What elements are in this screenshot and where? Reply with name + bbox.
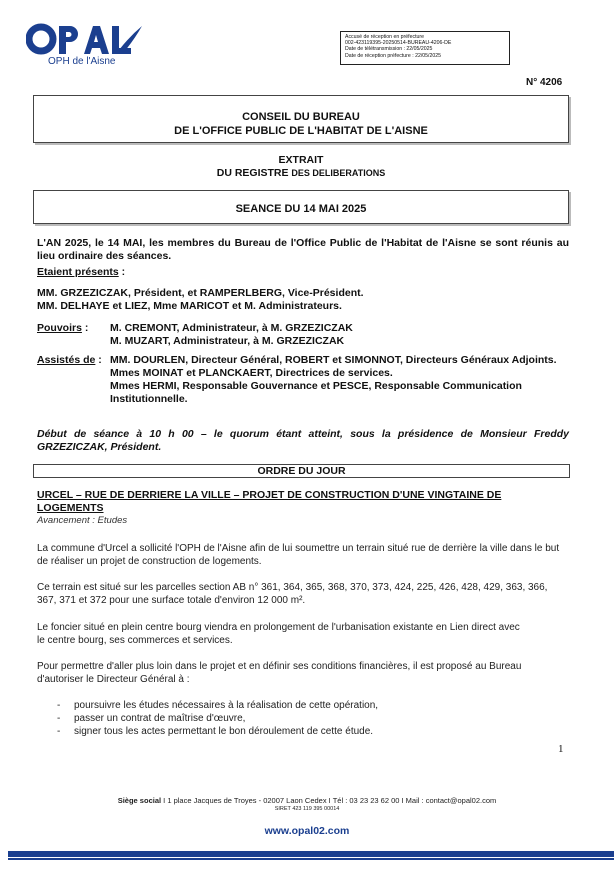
pouvoirs-label: Pouvoirs <box>37 322 82 334</box>
pouvoirs-suffix: : <box>81 322 89 334</box>
pouvoirs-line-2: M. MUZART, Administrateur, à M. GRZEZICZAK <box>110 335 345 347</box>
subject-title: URCEL – RUE DE DERRIERE LA VILLE – PROJET DE CONSTRUCTION D'UNE VINGTAINE DE LOGEMENTS <box>37 489 502 514</box>
prefecture-stamp <box>340 31 510 65</box>
list-item: - passer un contrat de maîtrise d'œuvre, <box>37 712 569 725</box>
subject-avancement: Avancement : Etudes <box>37 515 128 526</box>
footer-bar-thin <box>8 858 614 860</box>
presents-line-2: MM. DELHAYE et LIEZ, Mme MARICOT et M. Administrateurs. <box>37 300 342 312</box>
extrait-title: EXTRAIT <box>278 154 324 166</box>
assistes-line-1: MM. DOURLEN, Directeur Général, ROBERT et SIMONNOT, Directeurs Généraux Adjoints. <box>110 354 557 366</box>
assistes-label: Assistés de <box>37 354 96 366</box>
footer-address-line <box>0 796 614 805</box>
pouvoirs-line-1: M. CREMONT, Administrateur, à M. GRZEZICZAK <box>110 322 353 334</box>
logo-tagline: OPH de l'Aisne <box>48 56 116 67</box>
extrait-subtitle-b: DES DELIBERATIONS <box>291 168 386 178</box>
header-box <box>33 95 569 143</box>
assistes-line-2: Mmes MOINAT et PLANCKAERT, Directrices de services. <box>110 367 393 379</box>
assistes-heading <box>37 354 102 367</box>
presents-line-1: MM. GRZEZICZAK, Président, et RAMPERLBERG, Vice-Président. <box>37 287 364 299</box>
stamp-line: Date de télétransmission : 22/05/2025 <box>345 46 433 53</box>
extrait-block <box>33 154 569 180</box>
assistes-suffix: : <box>95 354 102 366</box>
list-item: - poursuivre les études nécessaires à la réalisation de cette opération, <box>37 699 569 712</box>
deliberation-number: N° 4206 <box>526 77 563 88</box>
body-paragraph: Le foncier situé en plein centre bourg viendra en prolongement de l'urbanisation existante en Lien direct avec le centre bourg, ses commerces et services. <box>37 622 520 646</box>
presents-block <box>37 266 569 313</box>
debut-seance: Début de séance à 10 h 00 – le quorum étant atteint, sous la présidence de Monsieur Freddy GRZEZICZAK, Président. <box>37 428 569 453</box>
presents-heading <box>37 266 569 279</box>
footer <box>0 796 614 814</box>
assistes-line-3: Mmes HERMI, Responsable Gouvernance et PESCE, Responsable Communication Institutionnelle. <box>110 380 522 405</box>
header-line-2: DE L'OFFICE PUBLIC DE L'HABITAT DE L'AISNE <box>174 125 428 137</box>
footer-bar <box>8 851 614 857</box>
stamp-line: Accusé de réception en préfecture <box>345 34 425 40</box>
stamp-line: Date de réception préfecture : 22/05/2025 <box>345 52 442 59</box>
action-list <box>37 699 569 738</box>
footer-siret: SIRET 423 119 395 00014 <box>274 806 340 812</box>
intro-paragraph: L'AN 2025, le 14 MAI, les membres du Bureau de l'Office Public de l'Habitat de l'Aisne se sont réunis au lieu ordinaire des séances. <box>37 237 569 262</box>
extrait-subtitle-a: DU REGISTRE <box>216 167 292 179</box>
assistes-block <box>37 354 569 406</box>
page-number: 1 <box>558 743 564 755</box>
presents-suffix: : <box>118 266 126 278</box>
seance-box <box>33 190 569 224</box>
footer-address: I 1 place Jacques de Troyes - 02007 Laon Cedex I Tél : 03 23 23 62 00 I Mail : contact@opal02.com <box>161 796 497 805</box>
body-paragraph: Ce terrain est situé sur les parcelles section AB n° 361, 364, 365, 368, 370, 373, 424, 225, 426, 428, 429, 363, 366, 367, 371 et 372 pour une surface totale d'environ 12 000 m². <box>37 582 548 606</box>
extrait-subtitle <box>33 167 569 180</box>
seance-title: SEANCE DU 14 MAI 2025 <box>235 203 367 215</box>
ordre-du-jour-title: ORDRE DU JOUR <box>257 465 346 477</box>
presents-label: Etaient présents <box>37 266 119 278</box>
body-paragraph: Pour permettre d'aller plus loin dans le projet et en définir ses conditions financières, il est proposé au Bureau d'autoriser le Directeur Général à : <box>37 661 522 685</box>
siege-label: Siège social <box>117 796 162 805</box>
body-paragraph: La commune d'Urcel a sollicité l'OPH de l'Aisne afin de lui soumettre un terrain situé rue de derrière la ville dans le but de réaliser un projet de construction de logements. <box>37 543 560 567</box>
header-line-1: CONSEIL DU BUREAU <box>242 111 360 123</box>
opal-logo <box>26 22 144 58</box>
stamp-line: 002-423119395-20250514-BUREAU-4206-DE <box>345 40 452 47</box>
pouvoirs-heading <box>37 322 88 335</box>
pouvoirs-block <box>37 322 569 348</box>
list-item: - signer tous les actes permettant le bon déroulement de cette étude. <box>37 725 569 738</box>
ordre-du-jour-box <box>33 464 570 478</box>
website-link[interactable]: www.opal02.com <box>264 825 350 837</box>
